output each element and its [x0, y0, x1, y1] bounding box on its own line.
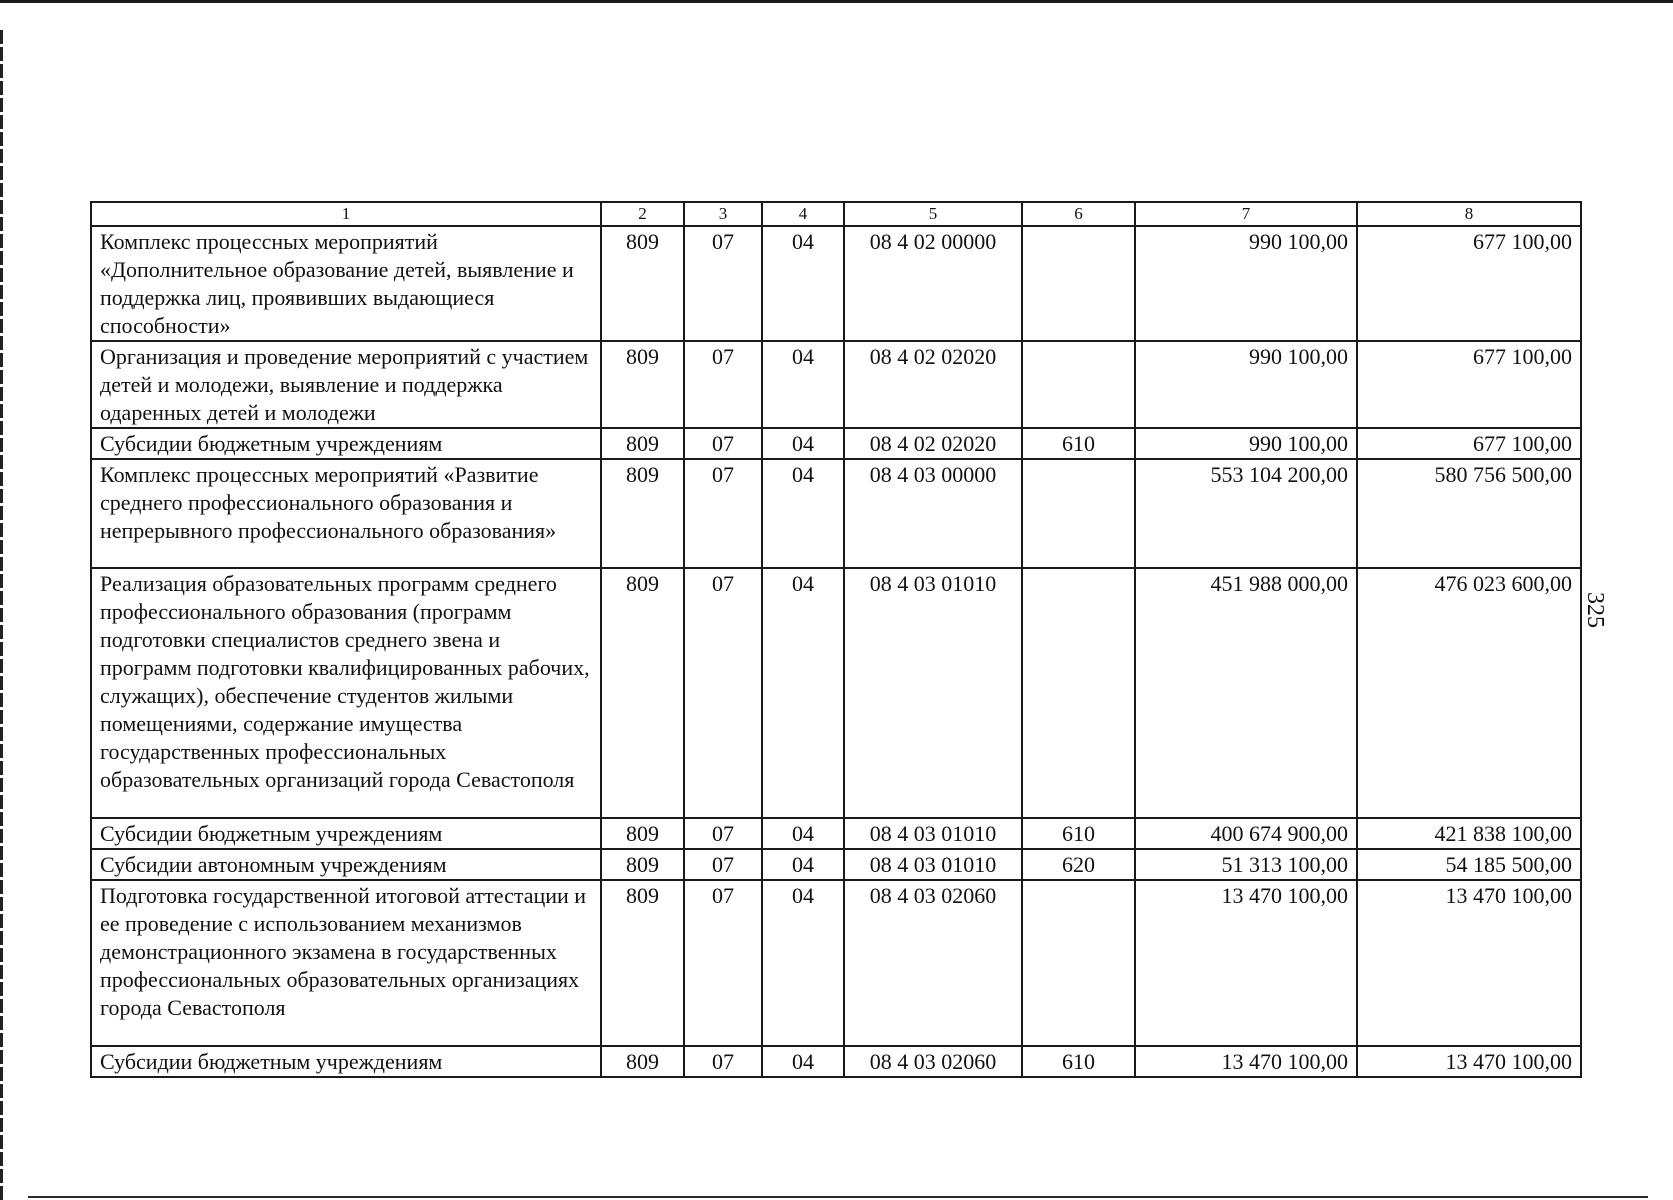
column-header-8: 8 [1357, 202, 1581, 226]
subsection-code: 04 [762, 849, 844, 880]
subsection-code: 04 [762, 568, 844, 818]
amount-year-2: 580 756 500,00 [1357, 459, 1581, 568]
row-description: Субсидии автономным учреждениям [91, 849, 601, 880]
ministry-code: 809 [601, 226, 684, 341]
section-code: 07 [684, 428, 762, 459]
subsection-code: 04 [762, 880, 844, 1046]
column-header-6: 6 [1022, 202, 1135, 226]
ministry-code: 809 [601, 341, 684, 428]
target-article-code: 08 4 03 00000 [844, 459, 1022, 568]
row-description: Субсидии бюджетным учреждениям [91, 1046, 601, 1077]
target-article-code: 08 4 03 01010 [844, 568, 1022, 818]
expense-type-code [1022, 226, 1135, 341]
row-description: Субсидии бюджетным учреждениям [91, 818, 601, 849]
section-code: 07 [684, 459, 762, 568]
amount-year-2: 476 023 600,00 [1357, 568, 1581, 818]
budget-table [90, 201, 1582, 1078]
target-article-code: 08 4 03 01010 [844, 849, 1022, 880]
section-code: 07 [684, 880, 762, 1046]
row-description: Организация и проведение мероприятий с участием детей и молодежи, выявление и поддержка одаренных детей и молодежи [91, 341, 601, 428]
table-row [91, 428, 1581, 459]
table-row [91, 341, 1581, 428]
row-description: Комплекс процессных мероприятий «Развитие среднего профессионального образования и непрерывного профессионального образования» [91, 459, 601, 568]
table-row [91, 568, 1581, 818]
amount-year-2: 54 185 500,00 [1357, 849, 1581, 880]
target-article-code: 08 4 03 01010 [844, 818, 1022, 849]
amount-year-1: 990 100,00 [1135, 341, 1357, 428]
section-code: 07 [684, 1046, 762, 1077]
ministry-code: 809 [601, 849, 684, 880]
subsection-code: 04 [762, 459, 844, 568]
amount-year-2: 677 100,00 [1357, 226, 1581, 341]
ministry-code: 809 [601, 1046, 684, 1077]
table-row [91, 459, 1581, 568]
section-code: 07 [684, 226, 762, 341]
row-description: Реализация образовательных программ среднего профессионального образования (программ подготовки специалистов среднего звена и программ подготовки квалифицированных рабочих, служащих), обеспечение студентов жилыми помещениями, содержание имущества государственных профессиональных образовательных организаций города Севастополя [91, 568, 601, 818]
ministry-code: 809 [601, 818, 684, 849]
section-code: 07 [684, 849, 762, 880]
table-row [91, 226, 1581, 341]
ministry-code: 809 [601, 459, 684, 568]
ministry-code: 809 [601, 568, 684, 818]
page-number: 325 [1582, 592, 1608, 628]
row-description: Подготовка государственной итоговой аттестации и ее проведение с использованием механизмов демонстрационного экзамена в государственных профессиональных образовательных организациях города Севастополя [91, 880, 601, 1046]
subsection-code: 04 [762, 341, 844, 428]
column-header-3: 3 [684, 202, 762, 226]
expense-type-code [1022, 568, 1135, 818]
column-header-1: 1 [91, 202, 601, 226]
target-article-code: 08 4 02 00000 [844, 226, 1022, 341]
section-code: 07 [684, 341, 762, 428]
section-code: 07 [684, 818, 762, 849]
expense-type-code [1022, 880, 1135, 1046]
target-article-code: 08 4 03 02060 [844, 880, 1022, 1046]
target-article-code: 08 4 03 02060 [844, 1046, 1022, 1077]
amount-year-1: 51 313 100,00 [1135, 849, 1357, 880]
scan-left-edge [0, 30, 3, 1200]
expense-type-code: 610 [1022, 428, 1135, 459]
header-row [91, 202, 1581, 226]
amount-year-2: 13 470 100,00 [1357, 1046, 1581, 1077]
table-row [91, 818, 1581, 849]
amount-year-2: 421 838 100,00 [1357, 818, 1581, 849]
amount-year-1: 553 104 200,00 [1135, 459, 1357, 568]
amount-year-1: 13 470 100,00 [1135, 880, 1357, 1046]
target-article-code: 08 4 02 02020 [844, 428, 1022, 459]
ministry-code: 809 [601, 880, 684, 1046]
amount-year-1: 451 988 000,00 [1135, 568, 1357, 818]
amount-year-2: 677 100,00 [1357, 341, 1581, 428]
amount-year-2: 677 100,00 [1357, 428, 1581, 459]
column-header-5: 5 [844, 202, 1022, 226]
amount-year-1: 400 674 900,00 [1135, 818, 1357, 849]
column-header-7: 7 [1135, 202, 1357, 226]
table-row [91, 849, 1581, 880]
table-row [91, 1046, 1581, 1077]
amount-year-1: 990 100,00 [1135, 428, 1357, 459]
subsection-code: 04 [762, 1046, 844, 1077]
amount-year-2: 13 470 100,00 [1357, 880, 1581, 1046]
subsection-code: 04 [762, 428, 844, 459]
expense-type-code [1022, 459, 1135, 568]
expense-type-code [1022, 341, 1135, 428]
column-header-4: 4 [762, 202, 844, 226]
expense-type-code: 610 [1022, 1046, 1135, 1077]
section-code: 07 [684, 568, 762, 818]
ministry-code: 809 [601, 428, 684, 459]
amount-year-1: 13 470 100,00 [1135, 1046, 1357, 1077]
expense-type-code: 610 [1022, 818, 1135, 849]
scan-bottom-rule [28, 1196, 1648, 1198]
table-row [91, 880, 1581, 1046]
target-article-code: 08 4 02 02020 [844, 341, 1022, 428]
scan-top-edge [0, 0, 1673, 3]
amount-year-1: 990 100,00 [1135, 226, 1357, 341]
column-header-2: 2 [601, 202, 684, 226]
expense-type-code: 620 [1022, 849, 1135, 880]
row-description: Комплекс процессных мероприятий «Дополнительное образование детей, выявление и поддержка лиц, проявивших выдающиеся способности» [91, 226, 601, 341]
subsection-code: 04 [762, 818, 844, 849]
subsection-code: 04 [762, 226, 844, 341]
row-description: Субсидии бюджетным учреждениям [91, 428, 601, 459]
